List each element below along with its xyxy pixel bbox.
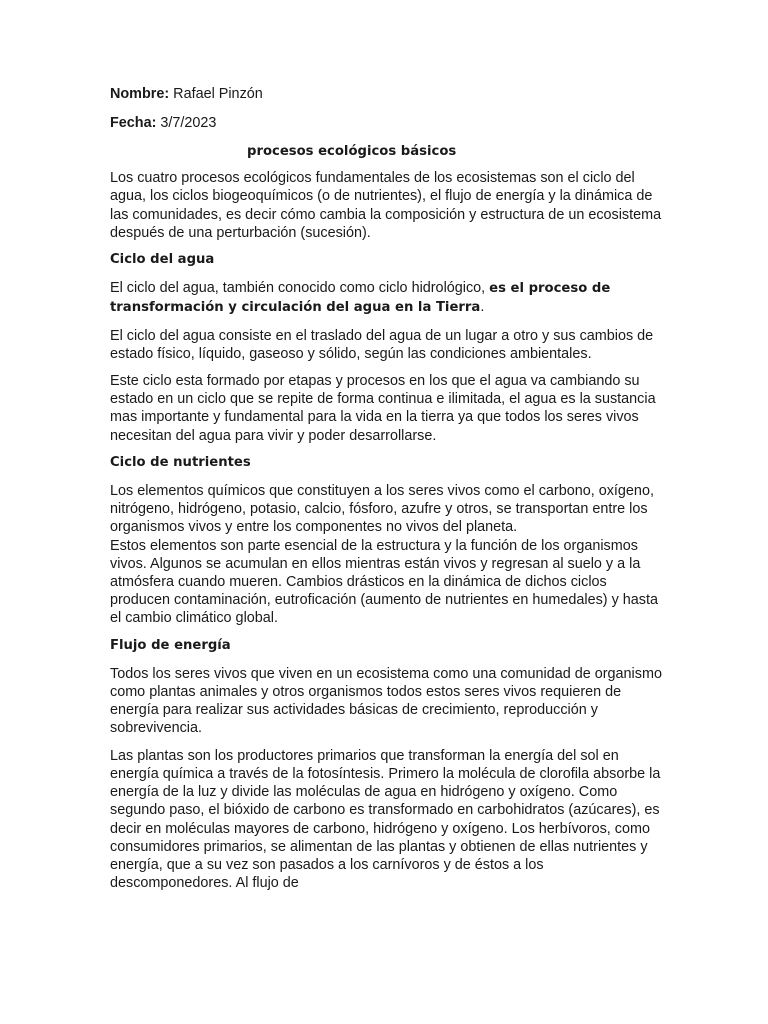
date-label: Fecha: — [110, 115, 157, 131]
agua-p1-end: . — [480, 299, 485, 316]
date-value: 3/7/2023 — [156, 115, 217, 131]
name-value: Rafael Pinzón — [169, 86, 263, 102]
document-body — [110, 85, 662, 901]
energia-paragraph-1: Todos los seres vivos que viven en un ecosistema como una comunidad de organismo como plantas animales y otros organismos todos estos seres vivos requieren de energía para realizar sus actividades básicas de crecimiento, reproducción y sobrevivencia. — [110, 665, 662, 737]
energia-paragraph-2: Las plantas son los productores primarios que transforman la energía del sol en energía química a través de la fotosíntesis. Primero la molécula de clorofila absorbe la energía de la luz y divide las moléculas de agua en hidrógeno y oxígeno. Como segundo paso, el bióxido de carbono es transformado en carbohidratos (azúcares), es decir en moléculas mayores de carbono, hidrógeno y oxígeno. Los herbívoros, como consumidores primarios, se alimentan de las plantas y obtienen de ellas nutrientes y energía, que a su vez son pasados a los carnívoros y de éstos a los descomponedores. Al flujo de — [110, 747, 661, 892]
agua-paragraph-1 — [110, 279, 662, 317]
name-label: Nombre: — [110, 86, 170, 102]
name-line — [110, 85, 662, 103]
nutrientes-paragraph-2: Estos elementos son parte esencial de la estructura y la función de los organismos vivos. Algunos se acumulan en ellos mientras están vivos y regresan al suelo y a la atmósfera cuando mueren. Cambios drásticos en la dinámica de dichos ciclos producen contaminación, eutroficación (aumento de nutrientes en humedales) y hasta el cambio climático global. — [110, 537, 658, 627]
heading-ciclo-nutrientes: Ciclo de nutrientes — [110, 454, 251, 470]
document-title: procesos ecológicos básicos — [247, 144, 457, 159]
heading-ciclo-agua: Ciclo del agua — [110, 252, 215, 268]
nutrientes-paragraph-1: Los elementos químicos que constituyen a los seres vivos como el carbono, oxígeno, nitrógeno, hidrógeno, potasio, calcio, fósforo, azufre y otros, se transportan entre los organismos vivos y entre los componentes no vivos del planeta. — [110, 483, 654, 536]
agua-p1-text: El ciclo del agua, también conocido como ciclo hidrológico, — [110, 280, 490, 297]
date-line — [110, 114, 662, 132]
agua-paragraph-3: Este ciclo esta formado por etapas y procesos en los que el agua va cambiando su estado en un ciclo que se repite de forma continua e ilimitada, el agua es la sustancia mas importante y fundamental para la vida en la tierra ya que todos los seres vivos necesitan del agua para vivir y poder desarrollarse. — [110, 373, 656, 444]
agua-p1-emphasis: es el proceso de transformación y circulación del agua en la Tierra — [110, 281, 611, 316]
intro-paragraph: Los cuatro procesos ecológicos fundamentales de los ecosistemas son el ciclo del agua, los ciclos biogeoquímicos (o de nutrientes), el flujo de energía y la dinámica de las comunidades, es decir cómo cambia la composición y estructura de un ecosistema después de una perturbación (sucesión). — [110, 170, 662, 241]
agua-paragraph-2: El ciclo del agua consiste en el traslado del agua de un lugar a otro y sus cambios de estado físico, líquido, gaseoso y sólido, según las condiciones ambientales. — [110, 327, 654, 362]
heading-flujo-energia: Flujo de energía — [110, 637, 231, 653]
